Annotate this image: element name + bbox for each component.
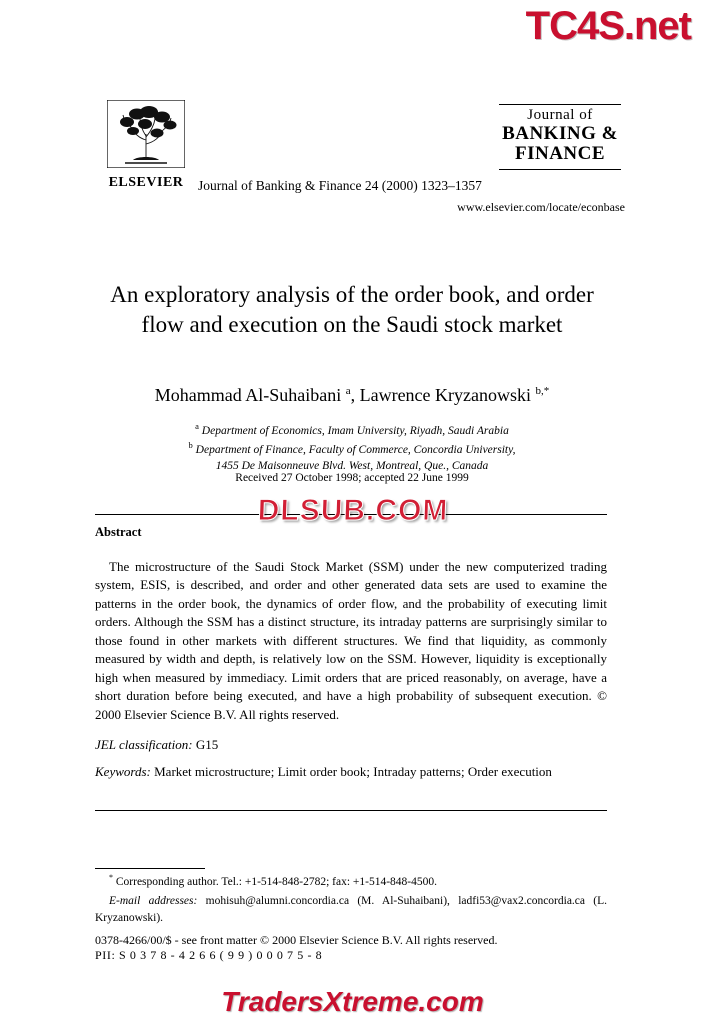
footnote-email <box>95 893 607 926</box>
jel-label: JEL classification: <box>95 737 193 752</box>
footnote-email-label: E-mail addresses: <box>109 895 198 907</box>
abstract-heading: Abstract <box>95 525 142 539</box>
journal-logo <box>499 104 621 170</box>
footnote-corresponding-author <box>95 872 607 890</box>
jel-value: G15 <box>195 737 219 752</box>
affiliation-a: $^a$ Department of Economics, Imam University, Riyadh, Saudi Arabia <box>195 421 509 437</box>
affiliation-b-line2: 1455 De Maisonneuve Blvd. West, Montreal, Que., Canada <box>215 460 489 473</box>
watermark-middle: DLSUB.COM <box>256 494 449 527</box>
journal-url: www.elsevier.com/locate/econbase <box>457 200 625 214</box>
footnote-corresponding-text: Corresponding author. Tel.: +1-514-848-2782; fax: +1-514-848-4500. <box>115 875 438 888</box>
journal-logo-line2: BANKING & <box>502 122 618 144</box>
jel-classification <box>95 737 607 753</box>
keywords-value: Market microstructure; Limit order book; Intraday patterns; Order execution <box>154 764 552 779</box>
divider-footnote <box>95 868 205 869</box>
affiliation-b-line1: $^b$ Department of Finance, Faculty of Commerce, Concordia University, <box>188 440 516 456</box>
pii-line: PII: S 0 3 7 8 - 4 2 6 6 ( 9 9 ) 0 0 0 7 5 - 8 <box>95 948 323 962</box>
footnote-marker: * <box>109 873 113 882</box>
keywords <box>95 763 607 781</box>
abstract-body: The microstructure of the Saudi Stock Market (SSM) under the new computerized trading system, ESIS, is described, and order and other generated data sets are used to examine the patterns in the order book, the dynamics of order flow, and the probability of executing limit orders. Although the SSM has a distinct structure, its intraday patterns are surprisingly similar to those found in other markets with different structures. We find that liquidity, as commonly measured by width and depth, is relatively low on the SSM. However, liquidity is exceptionally high when measured by immediacy. Limit orders that are priced reasonably, on average, have a short duration before being executed, and have a high probability of subsequent execution. © 2000 Elsevier Science B.V. All rights reserved. <box>95 559 607 722</box>
elsevier-logo <box>98 100 194 191</box>
issn-line: 0378-4266/00/$ - see front matter © 2000 Elsevier Science B.V. All rights reserved. <box>95 933 498 947</box>
footnote-email-value: mohisuh@alumni.concordia.ca (M. Al-Suhaibani), ladfi53@vax2.concordia.ca (L. Kryzanowski). <box>95 895 608 924</box>
author-list <box>88 385 616 406</box>
elsevier-wordmark: ELSEVIER <box>108 175 184 190</box>
affiliations <box>88 420 616 475</box>
keywords-label: Keywords: <box>95 764 151 779</box>
author-names: Mohammad Al-Suhaibani $^a$, Lawrence Kryzanowski $^{b,*}$ <box>154 385 550 405</box>
journal-logo-line3: FINANCE <box>514 142 606 164</box>
journal-logo-line1: Journal of <box>527 107 593 123</box>
received-accepted-dates: Received 27 October 1998; accepted 22 June 1999 <box>235 472 469 484</box>
divider-abstract-bottom <box>95 810 607 811</box>
elsevier-tree-icon <box>107 100 185 168</box>
journal-header <box>88 100 625 230</box>
journal-reference: Journal of Banking & Finance 24 (2000) 1323–1357 <box>198 178 482 193</box>
watermark-top: TC4S.net <box>525 4 691 48</box>
page-title: An exploratory analysis of the order book, and order flow and execution on the Saudi stock market <box>110 282 594 338</box>
watermark-bottom: TradersXtreme.com <box>221 986 484 1017</box>
